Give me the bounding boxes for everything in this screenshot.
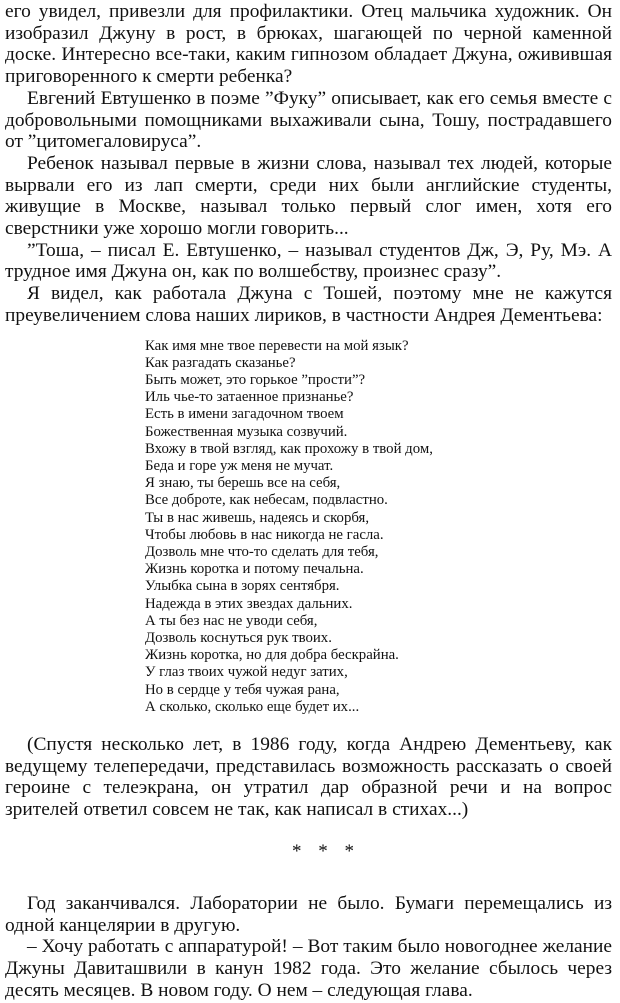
poem-line: Как имя мне твое перевести на мой язык?: [145, 337, 409, 354]
paragraph-3: Ребенок называл первые в жизни слова, называл тех людей, которые вырвали его из лап смерти, среди них были английские студенты, живущие в Москве, называл только первый слог имен, хотя его сверстники уже хорошо могли говорить...: [5, 152, 612, 240]
closing-paragraph-2: – Хочу работать с аппаратурой! – Вот таким было новогоднее желание Джуны Давиташвили в канун 1982 года. Это желание сбылось через десять месяцев. В новом году. О нем – следующая глава.: [5, 936, 612, 1001]
closing-paragraph-1: Год заканчивался. Лаборатории не было. Бумаги перемещались из одной канцелярии в другую.: [5, 892, 612, 936]
poem-line: Но в сердце у тебя чужая рана,: [145, 681, 340, 698]
poem-line: Вхожу в твой взгляд, как прохожу в твой дом,: [145, 440, 433, 457]
poem-line: Быть может, это горькое ”прости”?: [145, 371, 366, 388]
poem-line: А ты без нас не уводи себя,: [145, 612, 318, 629]
poem-line: Жизнь коротка, но для добра бескрайна.: [145, 647, 399, 664]
poem-line: Улыбка сына в зорях сентября.: [145, 578, 340, 595]
poem-line: Я знаю, ты берешь все на себя,: [145, 475, 341, 492]
section-separator: * * *: [292, 840, 360, 862]
poem-line: Божественная музыка созвучий.: [145, 423, 348, 440]
paragraph-2: Евгений Евтушенко в поэме ”Фуку” описывает, как его семья вместе с добровольными помощниками выхаживали сына, Тошу, пострадавшего от ”цитомегаловируса”.: [5, 87, 612, 153]
note-paragraph: (Спустя несколько лет, в 1986 году, когда Андрею Дементьеву, как ведущему телепередачи, представилась возможность рассказать о своей героине с телеэкрана, он утратил дар образной речи и на вопрос зрителей ответил совсем не так, как написал в стихах...): [5, 734, 612, 821]
poem: [145, 338, 612, 716]
poem-line: Чтобы любовь в нас никогда не гасла.: [145, 526, 384, 543]
poem-line: Есть в имени загадочном твоем: [145, 406, 344, 423]
paragraph-1: его увидел, привезли для профилактики. Отец мальчика художник. Он изобразил Джуну в рост, в брюках, шагающей по черной каменной доске. Интересно все-таки, каким гипнозом обладает Джуна, оживившая приговоренного к смерти ребенка?: [5, 1, 612, 88]
poem-line: Дозволь коснуться рук твоих.: [145, 630, 332, 646]
paragraph-5: Я видел, как работала Джуна с Тошей, поэтому мне не кажутся преувеличением слова наших лириков, в частности Андрея Дементьева:: [5, 283, 612, 326]
poem-line: Ты в нас живешь, надеясь и скорбя,: [145, 509, 370, 526]
poem-line: Жизнь коротка и потому печальна.: [145, 561, 364, 578]
paragraph-4: ”Тоша, – писал Е. Евтушенко, – называл студентов Дж, Э, Ру, Мэ. А трудное имя Джуна он, как по волшебству, произнес сразу”.: [5, 239, 612, 283]
poem-line: Все доброте, как небесам, подвластно.: [145, 492, 388, 509]
poem-line: Как разгадать сказанье?: [145, 354, 296, 371]
poem-line: Дозволь мне что-то сделать для тебя,: [145, 543, 379, 560]
poem-line: Надежда в этих звездах дальних.: [145, 595, 353, 612]
poem-line: А сколько, сколько еще будет их...: [145, 698, 360, 715]
poem-line: У глаз твоих чужой недуг затих,: [145, 664, 348, 681]
poem-line: Иль чье-то затаенное признанье?: [145, 389, 354, 406]
poem-line: Беда и горе уж меня не мучат.: [145, 457, 334, 474]
